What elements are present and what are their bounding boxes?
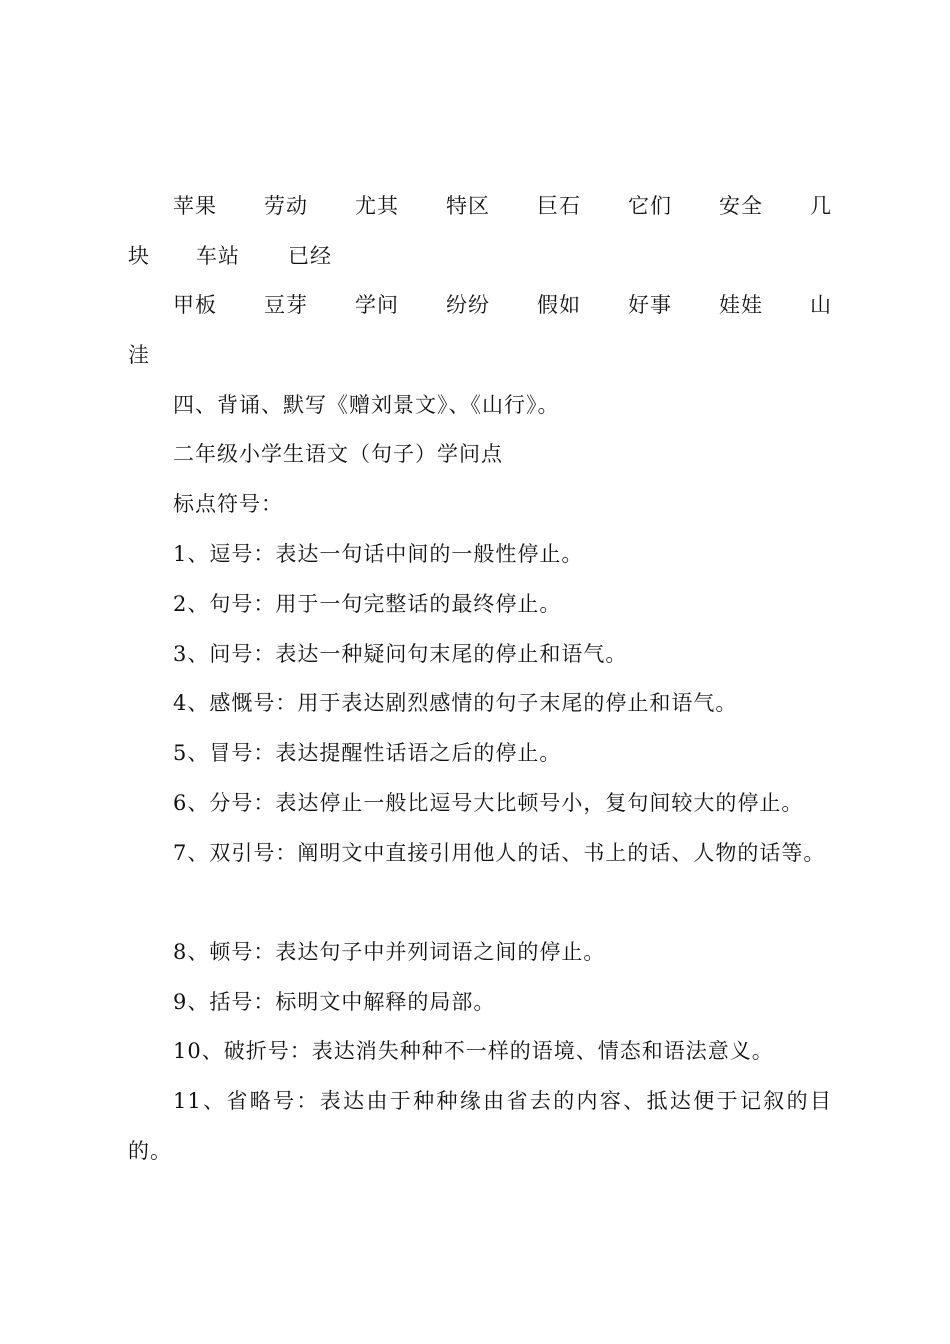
punctuation-item-ellipsis-continued: 的。	[128, 1139, 172, 1163]
punctuation-item-quotes: 7、双引号：阐明文中直接引用他人的话、书上的话、人物的话等。	[173, 841, 826, 865]
vocab-word: 学问	[355, 293, 399, 317]
vocab-word: 假如	[537, 293, 581, 317]
vocab-word: 劳动	[264, 194, 308, 218]
vocab-word: 特区	[446, 194, 490, 218]
punctuation-item-parentheses: 9、括号：标明文中解释的局部。	[173, 990, 496, 1014]
vocab-word: 洼	[128, 343, 150, 367]
vocab-row-2-continued	[128, 340, 832, 370]
punctuation-item-enumeration-comma: 8、顿号：表达句子中并列词语之间的停止。	[173, 940, 606, 964]
vocab-row-1-continued	[128, 241, 832, 271]
vocab-word: 车站	[196, 244, 240, 268]
vocab-word: 纷纷	[446, 293, 490, 317]
punctuation-heading: 标点符号：	[173, 492, 283, 516]
vocab-word: 好事	[628, 293, 672, 317]
vocab-word: 豆芽	[264, 293, 308, 317]
sentence-knowledge-title: 二年级小学生语文（句子）学问点	[173, 442, 503, 466]
vocab-word: 甲板	[173, 293, 217, 317]
vocab-word: 已经	[288, 244, 332, 268]
vocab-word: 安全	[719, 194, 763, 218]
punctuation-item-colon: 5、冒号：表达提醒性话语之后的停止。	[173, 741, 562, 765]
punctuation-item-comma: 1、逗号：表达一句话中间的一般性停止。	[173, 542, 584, 566]
vocab-row-1	[173, 191, 832, 221]
punctuation-item-ellipsis: 11、省略号：表达由于种种缘由省去的内容、抵达便于记叙的目	[173, 1089, 832, 1113]
section-four: 四、背诵、默写《赠刘景文》、《山行》。	[173, 393, 560, 417]
vocab-word: 苹果	[173, 194, 217, 218]
punctuation-item-semicolon: 6、分号：表达停止一般比逗号大比顿号小，复句间较大的停止。	[173, 791, 804, 815]
punctuation-item-dash: 10、破折号：表达消失种种不一样的语境、情态和语法意义。	[173, 1039, 774, 1063]
punctuation-item-exclamation: 4、感慨号：用于表达剧烈感情的句子末尾的停止和语气。	[173, 691, 738, 715]
vocab-word: 娃娃	[719, 293, 763, 317]
punctuation-item-question: 3、问号：表达一种疑问句末尾的停止和语气。	[173, 642, 628, 666]
vocab-word: 块	[128, 244, 150, 268]
vocab-word: 它们	[628, 194, 672, 218]
vocab-row-2	[173, 290, 832, 320]
vocab-word: 山	[810, 293, 832, 317]
vocab-word: 几	[810, 194, 832, 218]
punctuation-item-period: 2、句号：用于一句完整话的最终停止。	[173, 592, 562, 616]
vocab-word: 巨石	[537, 194, 581, 218]
vocab-word: 尤其	[355, 194, 399, 218]
